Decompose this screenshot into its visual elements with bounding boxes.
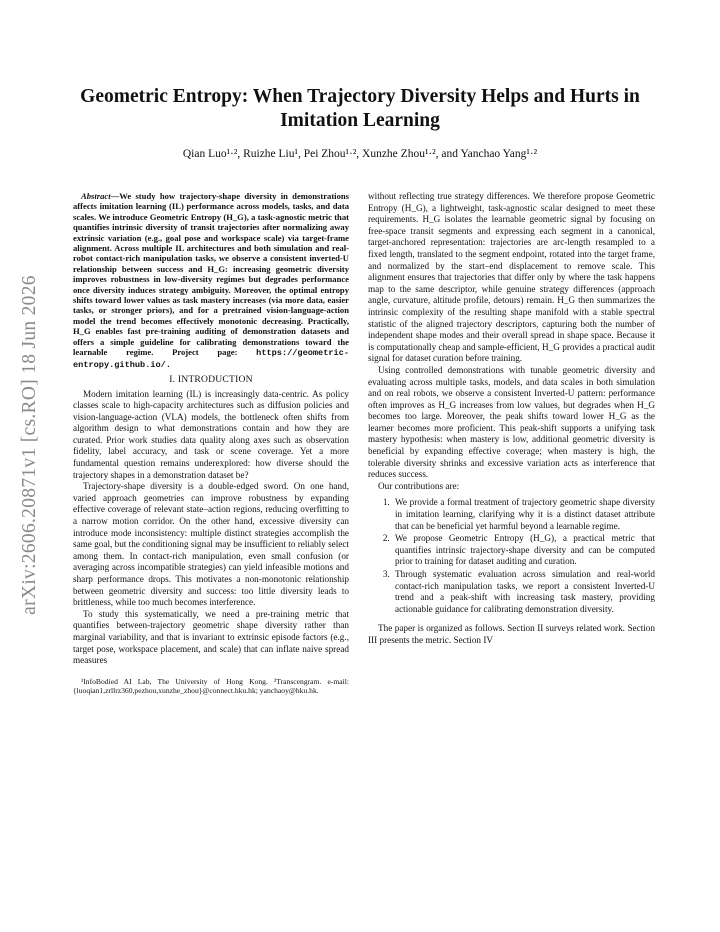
- paragraph: Trajectory-shape diversity is a double-edged sword. On one hand, varied approach geometries can improve robustness by expanding effective coverage of relevant state–action regions, reducing overfitting to a narrow motion corridor. On the other hand, excessive diversity can introduce mode inconsistency: multiple distinct strategies accomplish the same goal, but the conditioning signal may be insufficient to reliably select among them. In contact-rich manipulation, even small confusion (or averaging across incompatible strategies) can yield infeasible motions and sharp performance drops. This motivates a non-monotonic relationship between geometric diversity and success: too little diversity leads to brittleness, while too much becomes interference.: [73, 481, 349, 608]
- arxiv-stamp: [10, 210, 50, 680]
- section-heading: I. INTRODUCTION: [169, 373, 253, 385]
- abstract: [73, 191, 349, 370]
- project-url[interactable]: https://geometric-entropy.github.io/.: [73, 348, 349, 370]
- paper-title: Geometric Entropy: When Trajectory Diversity Helps and Hurts in Imitation Learning: [80, 86, 640, 131]
- paragraph: without reflecting true strategy differences. We therefore propose Geometric Entropy (H_G), a lightweight, task-agnostic scalar designed to meet these requirements. H_G isolates the learnable geometric signal by focusing on free-space transit segments and expressing each segment in a canonical, target-anchored representation: trajectories are arc-length resampled to a fixed length, translated to the segment endpoint, rotated into the target frame, and normalized by the start–end displacement to remove scale. This alignment ensures that trajectories that differ only by where the task happens map to the same descriptor, while genuine strategy differences (approach angle, curvature, altitude profile, detours) remain. H_G then summarizes the intrinsic complexity of the resulting shape manifold with a stable spectral statistic of the aligned trajectory descriptors, capturing both the number of independent shape modes and their overall spread in shape space. Because it is computationally cheap and sample-efficient, H_G provides a practical audit signal for dataset curation before training.: [368, 191, 655, 364]
- contribution-list: [368, 497, 655, 615]
- paragraph: Our contributions are:: [378, 480, 460, 491]
- paragraph: Modern imitation learning (IL) is increasingly data-centric. As policy classes scale to high-capacity architectures such as diffusion policies and vision-language-action (VLA) models, the bottleneck often shifts from algorithm design to what demonstrations contain and how they are curated. Prior work studies data quality along axes such as observation fidelity, label accuracy, and task or scene coverage. Yet a more fundamental question remains underexplored: how diverse should the trajectory shapes in a demonstration dataset be?: [73, 388, 349, 480]
- list-item: 3. Through systematic evaluation across simulation and real-world contact-rich manipulation tasks, we report a consistent Inverted-U trend and a peak-shift with increasing task mastery, providing actionable guidance for calibrating demonstration diversity.: [392, 569, 655, 615]
- paragraph: To study this systematically, we need a pre-training metric that quantifies between-trajectory geometric shape diversity rather than marginal variability, and that is invariant to extrinsic episode factors (e.g., target pose, workspace placement, and scale) that can inflate naive spread measures: [73, 608, 349, 666]
- arxiv-id: arXiv:2606.20871v1 [cs.RO] 18 Jun 2026: [19, 275, 40, 615]
- right-column: [368, 191, 655, 647]
- left-column: [73, 191, 349, 696]
- list-item: 1. We provide a formal treatment of trajectory geometric shape diversity in imitation learning, clarifying why it is a distinct dataset attribute that can be beneficial yet harmful beyond a learnable regime.: [392, 497, 655, 532]
- affiliation-footnote: ¹InfoBodied AI Lab, The University of Hong Kong. ²Transcengram. e-mail: {luoqian1,zrllrz360,pezhou,xunzhe_zhou}@connect.hku.hk; yanchaoy@hku.hk.: [73, 676, 349, 696]
- author-list: Qian Luo¹·², Ruizhe Liu¹, Pei Zhou¹·², Xunzhe Zhou¹·², and Yanchao Yang¹·²: [182, 148, 538, 160]
- abstract-text: We study how trajectory-shape diversity in demonstrations affects imitation learning (IL) performance across models, tasks, and data scales. We introduce Geometric Entropy (H_G), a task-agnostic metric that quantifies intrinsic diversity of transit trajectories after normalizing away extrinsic variation (e.g., goal pose and workspace scale) via target-frame alignment. Across multiple IL architectures and both simulation and real-robot contact-rich manipulation tasks, we observe a consistent inverted-U relationship between success and H_G: increasing geometric diversity improves robustness in low-diversity regimes but degrades performance once diversity induces strategy ambiguity. Moreover, the optimal entropy shifts toward lower values as task mastery increases (via more data, easier tasks, or stronger priors), and for a pretrained vision-language-action model the trend becomes effectively monotonic decreasing. Practically, H_G enables fast pre-training auditing of demonstration datasets and offers a simple guideline for calibrating demonstrations toward the learnable regime. Project page:: [73, 191, 349, 358]
- paragraph: Using controlled demonstrations with tunable geometric diversity and evaluating across multiple tasks, models, and data scales in both simulation and on real robots, we observe a consistent Inverted-U pattern: performance often improves as H_G increases from low values, but degrades when H_G becomes too large. Moreover, the peak shifts toward lower H_G as the learner becomes more proficient. This peak-shift supports a unifying task mastery hypothesis: when mastery is low, additional geometric diversity is beneficial by expanding effective coverage; when mastery is high, the tolerable diversity shrinks and excessive variation acts as interference that reduces success.: [368, 364, 655, 480]
- paragraph: The paper is organized as follows. Section II surveys related work. Section III presents the metric. Section IV: [368, 623, 655, 645]
- abstract-label: Abstract—: [81, 191, 120, 201]
- list-item: 2. We propose Geometric Entropy (H_G), a practical metric that quantifies intrinsic trajectory-shape diversity and can be computed prior to training for dataset auditing and curation.: [392, 533, 655, 568]
